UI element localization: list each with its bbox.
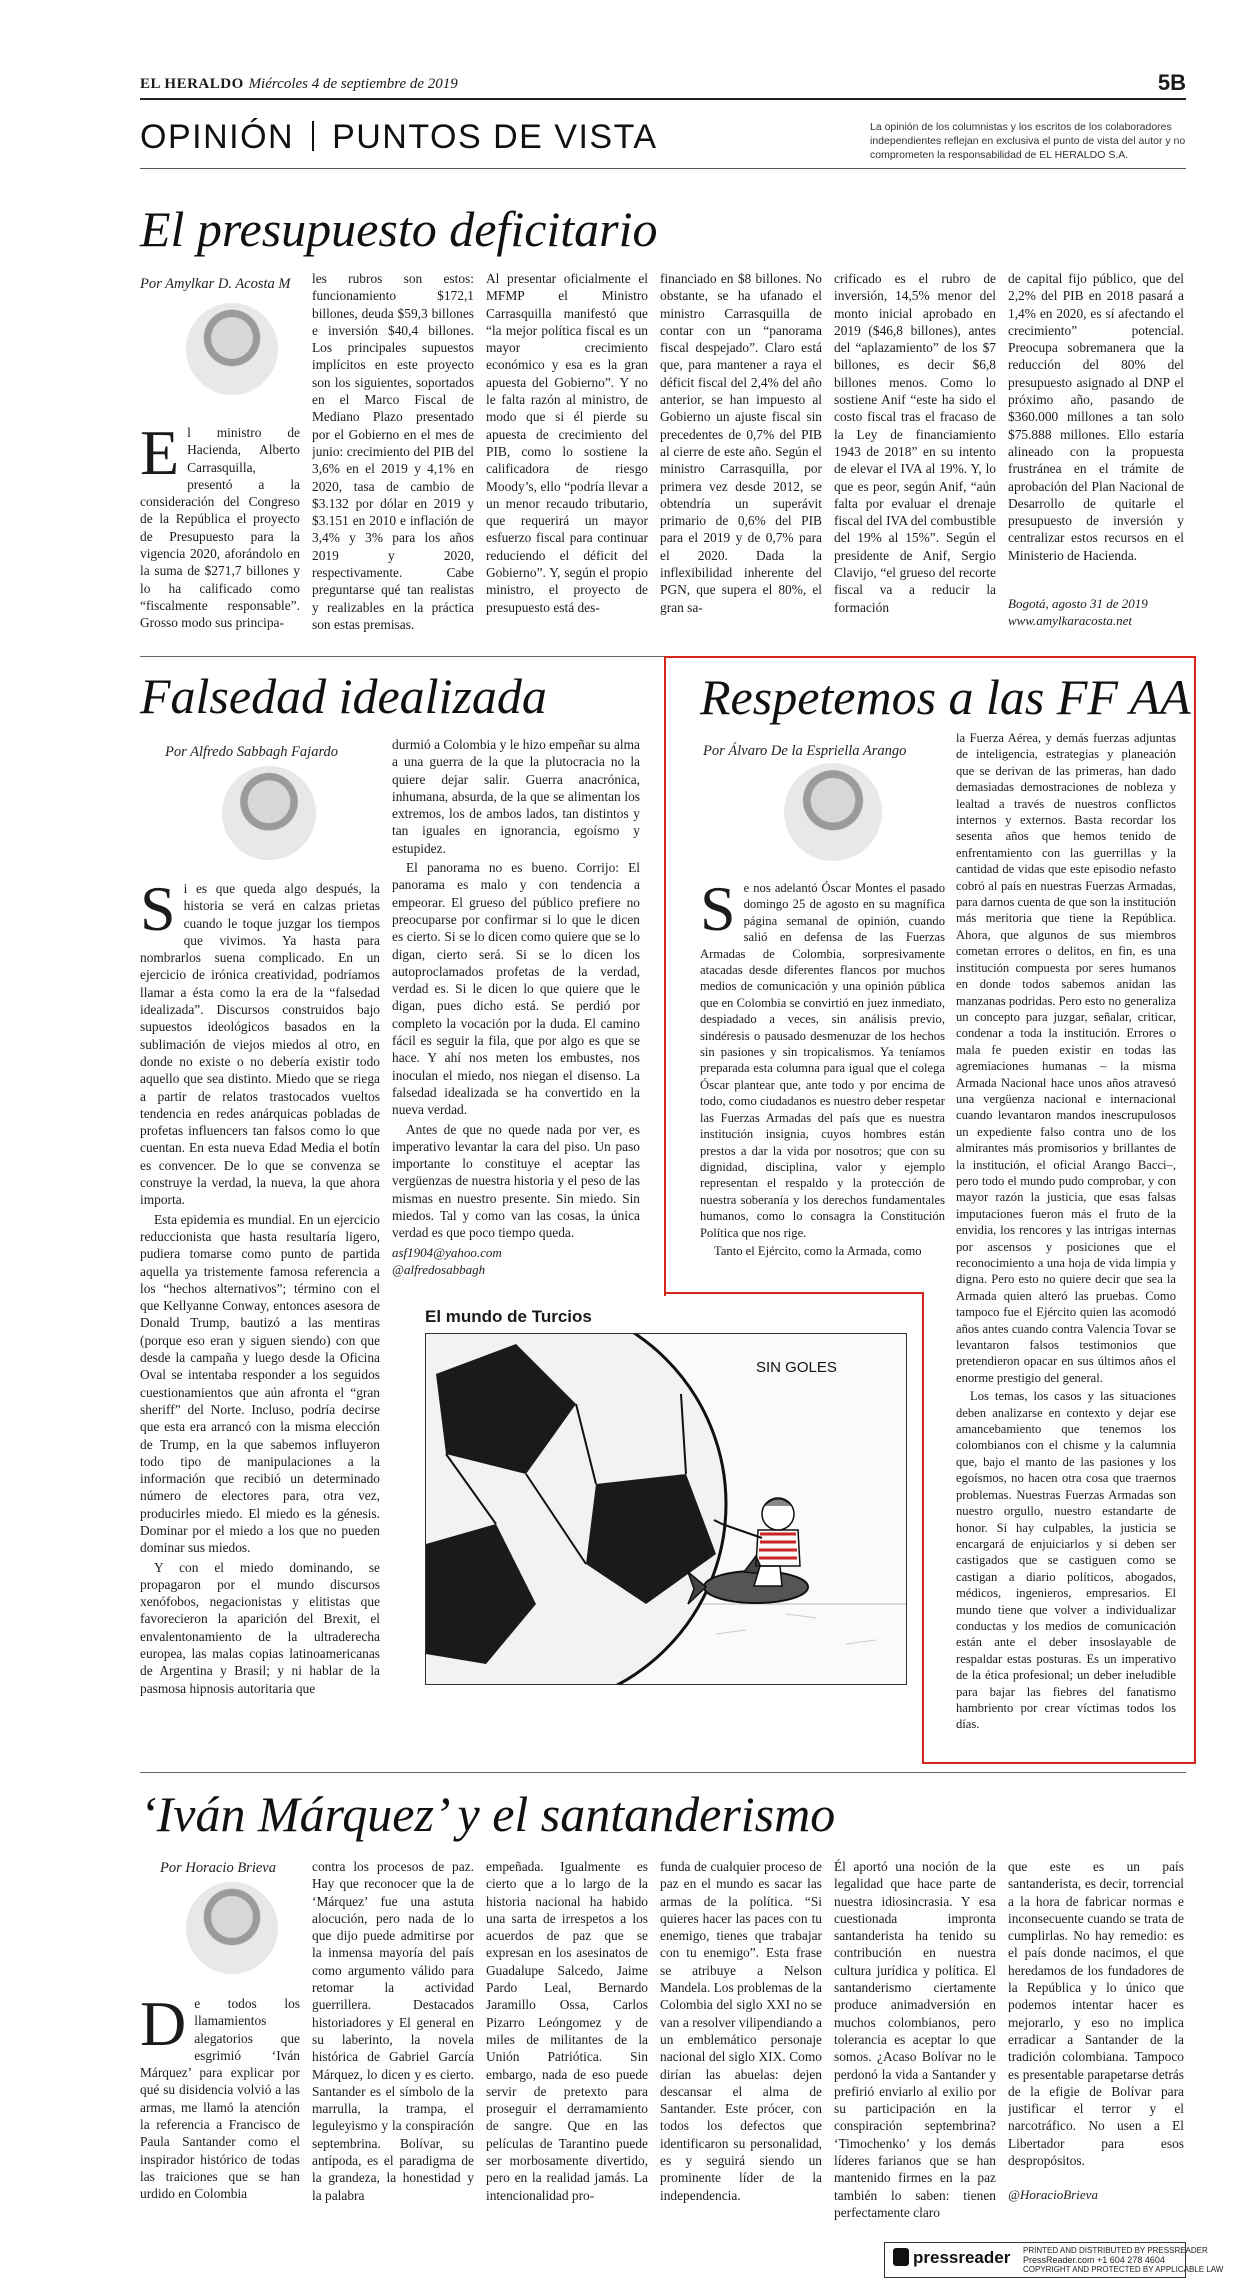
article-divider <box>140 1772 1186 1773</box>
cartoon-illustration <box>426 1334 906 1684</box>
section-rule <box>140 168 1186 169</box>
drop-cap: S <box>140 880 176 944</box>
section-divider <box>312 121 314 151</box>
drop-cap: S <box>700 880 736 944</box>
author-portrait <box>222 766 316 860</box>
article-3-column-1: Se nos adelantó Óscar Montes el pasado domingo 25 de agosto en su magnífica página semanal de opinión, cuando salió en defensa de las Fuerzas Armadas de Colombia, sorpresivamente atacadas desde diferentes flancos por muchos medios de comunicación y una opinión pública que en Colombia se convirtió en juez inmediato, despiadado a veces, sin análisis previo, sindéresis o pausado desmenuzar de los hechos sin pasiones y sin tropicalismos. Ya teníamos preparada esta columna para igual que el colega Óscar plantear que, ante todo y por encima de todo, como ciudadanos es nuestro deber respetar las Fuerzas Armadas del país que es nuestra institución insignia, cuyos hombres están prestos a dar la vida por nosotros; que con su dignidad, disciplina, valor y ejemplo representan el respaldo y la protección de nuestra soberanía y los derechos fundamentales humanos, como lo consagra la Constitución Política que nos rige. Tanto el Ejército, como la Armada, como <box>700 880 945 1258</box>
section-subname: PUNTOS DE VISTA <box>332 118 658 156</box>
article-4-column-1: De todos los llamamientos alegatorios que esgrimió ‘Iván Márquez’ para explicar por qué su disidencia volvió a las armas, me llamó la atención la referencia a Francisco de Paula Santander como el inspirador histórico de todas las traiciones que se han urdido en Colombia <box>140 1995 300 2202</box>
article-4-column-4: funda de cualquier proceso de paz en el mundo es sacar las armas de la política. “Si quieres hacer las paces con tu enemigo, tienes que trabajar con tu enemigo”. Esta frase se atribuye a Nelson Mandela. Los problemas de la Colombia del siglo XXI no se van a resolver vilipendiando a un emblemático personaje nacional del siglo XIX. Como dirían las abuelas: dejen descansar el alma de Santander. Este prócer, con todos los defectos que identificaron su personalidad, es y seguirá siendo un prominente líder de la independencia. <box>660 1859 822 2203</box>
section-header <box>140 118 658 157</box>
article-1-column-3: Al presentar oficialmente el MFMP el Ministro Carrasquilla manifestó que “la mejor política fiscal es un mayor crecimiento económico y esa es la gran apuesta del Gobierno”. Y no le falta razón al ministro, de modo que si él pierde su apuesta de crecimiento del PIB, como lo sostiene la calificadora de riesgo Moody’s, ello “podría llevar a un menor recaudo tributario, que requerirá un mayor esfuerzo fiscal para continuar reduciendo el déficit del Gobierno”. Y, según el propio ministro, el proyecto de presupuesto está des- <box>486 271 648 615</box>
article-3-frame-step <box>664 1292 924 1294</box>
newspaper-name: EL HERALDO <box>140 76 244 92</box>
article-4-column-6: que este es un país santanderista, es decir, torrencial a la hora de fabricar normas e inconsecuente cuando se trata de cumplirlas. No hay remedio: es el país donde nacimos, el que heredamos de los fundadores de la República y lo único que podemos intentar hacer es mejorarlo, y eso no implica erradicar a Santander de la tradición colombiana. Tampoco es presentable parapetarse detrás de la efigie de Bolívar para justificar el terror y el narcotráfico. No usen a El Libertador para esos despropósitos. @HoracioBrieva <box>1008 1859 1184 2202</box>
article-2-column-1: Si es que queda algo después, la historia se verá en calzas prietas cuando le toque juzgar los tiempos que vivimos. Ya hasta para nombrarlos suena complicado. En un ejercicio de irónica creatividad, podríamos llamar a ésta como la era de la “falsedad idealizada”. Discursos construidos bajo supuestos ideológicos basados en la sublimación de viejos miedos al otro, en donde no existe o no debería existir todo aquello que sea distinto. Miedo que se riega a partir de relatos trastocados vueltos tendencia en redes anárquicas pobladas de profetas influencers tan falsos como lo que cuentan. En esta nueva Edad Media el botín es convencer. De lo que se convenza se construye la verdad, la nueva, la que ahora importa. Esta epidemia es mundial. En un ejercicio reduccionista que hasta resultaría ligero, pudiera tomarse como punto de partida aquella ya tristemente famosa referencia a los “hechos alternativos”; término con el que Kellyanne Conway, entonces asesora de Donald Trump, bautizó a las mentiras (porque eso eran y siguen siendo) con que desde la campaña y luego desde la Oficina Oval se intentaba responder a los seguidos cuestionamientos que aún afronta el “gran sheriff” del Norte. Incluso, podría decirse que esta era arrancó con la misma elección de Trump, en la que sabemos influyeron todo tipo de manipulaciones a la información que recibió un determinado número de electores para, otra vez, producirles miedo. El miedo es la génesis. Dominar por el miedo a los que no pueden dominar sus miedos. Y con el miedo dominando, se propagaron por el mundo discursos xenófobos, negacionistas y elitistas que favorecieron la aparición del Brexit, el envalentonamiento de la ultraderecha europea, las malas copias latinoamericanas de Argentina y Brasil; y ni hablar de la pasmosa hipnosis autoritaria que <box>140 880 380 1696</box>
pressreader-logo: pressreader <box>893 2248 1010 2268</box>
drop-cap: D <box>140 1995 187 2059</box>
article-1-column-2: les rubros son estos: funcionamiento $172,1 billones, deuda $59,3 billones e inversión $40,4 billones. Los principales supuestos implícitos en este proyecto son los siguientes, soportados en el Marco Fiscal de Mediano Plazo presentado por el Gobierno en el mes de junio: crecimiento del PIB del 3,6% en el 2019 y 4,1% en 2020, tasa de cambio de $3.132 por dólar en 2019 y $3.151 en 2010 e inflación de 3,4% y 3% para los años 2019 y 2020, respectivamente. Cabe preguntarse qué tan realistas y realizables en la práctica son estas premisas. <box>312 271 474 632</box>
page-number: 5B <box>1157 70 1186 95</box>
author-handle: @alfredosabbagh <box>392 1261 486 1277</box>
article-1-place-date: Bogotá, agosto 31 de 2019 <box>1008 596 1148 611</box>
pressreader-credits: PRINTED AND DISTRIBUTED BY PRESSREADER PressReader.com +1 604 278 4604 COPYRIGHT AND PROTECTED BY APPLICABLE LAW <box>1023 2246 1224 2274</box>
editorial-disclaimer: La opinión de los columnistas y los escritos de los colaboradores independientes reflejan en exclusiva el punto de vista del autor y no comprometen la responsabilidad de EL HERALDO S.A. <box>870 121 1186 161</box>
article-1-byline: Por Amylkar D. Acosta M <box>140 276 291 292</box>
article-2-column-2: durmió a Colombia y le hizo empeñar su alma a una guerra de la que la plutocracia no la quiere dejar salir. Guerra anacrónica, inhumana, absurda, de la que se alimentan los extremos, los de ambos lados, tan distintos y tan iguales en ignorancia, egoísmo y estupidez. El panorama no es bueno. Corrijo: El panorama es malo y con tendencia a empeorar. El grueso del público prefiere no preocuparse por confirmar si lo que le dicen es cierto. Si se lo dicen como quiere que se lo digan, cierto será. Si se lo dicen los autoproclamados profetas de la verdad, verdad es. Si le dicen lo que quiere que le digan, pues dicho está. Se perdió por completo la vocación por la duda. El camino fácil es seguir la fila, que por algo es que se hace. Y ahí nos meten los embustes, nos inoculan el miedo, nos niegan el disenso. La falsedad idealizada se ha convertido en la nueva verdad. Antes de que no quede nada por ver, es imperativo levantar la cara del piso. Un paso importante lo constituye el aceptar las vergüenzas de nuestra historia y el peso de las mismas en nuestro presente. Sin miedo. Sin miedos. Tal y como van las cosas, la única verdad es que poco tiempo queda. asf1904@yahoo.com @alfredosabbagh <box>392 737 640 1277</box>
top-rule <box>140 98 1186 100</box>
section-name: OPINIÓN <box>140 118 295 156</box>
editorial-cartoon <box>425 1333 907 1685</box>
article-4-column-2: contra los procesos de paz. Hay que reconocer que la de ‘Márquez’ fue una astuta alocución, pero nada de lo que dijo puede admitirse por la inmensa mayoría del país como argumento válido para retomar la actividad guerrillera. Destacados historiadores y El general en su laberinto, la novela histórica de Gabriel García Márquez, lo dicen y es cierto. Santander es el símbolo de la marrulla, la trampa, el leguleyismo y la conspiración septembrina. Bolívar, su antípoda, es el paradigma de la grandeza, la honestidad y la palabra <box>312 1859 474 2203</box>
masthead <box>140 74 458 93</box>
article-4-byline: Por Horacio Brieva <box>160 1860 276 1876</box>
article-3-byline: Por Álvaro De la Espriella Arango <box>703 743 907 759</box>
article-1-column-6: de capital fijo público, que del 2,2% del PIB en 2018 pasará a 1,4% en 2020, es sí afectando el crecimiento” potencial. Preocupa sobremanera que la reducción del 80% del presupuesto asignado al DNP el próximo año, pasando de $360.000 millones a tan solo $75.888 millones. Ello estaría alineado con la propuesta frustránea en el trámite de aprobación del Plan Nacional de Desarrollo de quitarle el presupuesto de inversión y centralizar estos recursos en el Ministerio de Hacienda. Bogotá, agosto 31 de 2019 www.amylkaracosta.net <box>1008 271 1184 629</box>
article-3-column-2: la Fuerza Aérea, y demás fuerzas adjuntas de inteligencia, estrategias y planeación que se derivan de las primeras, han dado demasiadas demostraciones de nobleza y lealtad a través de nuestros conflictos internos y externos. Basta recordar los sesenta años que hemos tenido de enfrentamiento con las guerrillas y la cantidad de vidas que este episodio nefasto cobró al país en nuestras Fuerzas Armadas, para darnos cuenta de que son la institución más meritoria que tiene la República. Ahora, que algunos de sus miembros cometan errores o delitos, en fin, es una institución compuesta por seres humanos en donde todos sabemos anidan las manzanas podridas. Pero esto no generaliza un concepto para juzgar, señalar, criticar, condenar a toda la institución. Errores o mala fe pueden existir en todas las agremiaciones humanas – la misma Armada Nacional hace unos años atravesó una vergüenza nacional e internacional cuando levantaron mandos inescrupulosos un expediente falso contra uno de los almirantes más promisorios y brillantes de la institución, el oficial Arango Bacci–, pero todo el mundo pudo comprobar, y con mayor razón la justicia, que esas falsas imputaciones fueron más el fruto de la envidia, los rencores y las intrigas internas por ascensos y posiciones que el reconocimiento a una hoja de vida limpia y digna. Pero esto no quiere decir que sea la Armada quien alteró las pruebas. Como tampoco fue el Ejército quien las acomodó años antes cuando contra Valencia Tovar se levantaron falsos testimonios que pretendieron opacar en sus últimos años el enorme prestigio del general. Los temas, los casos y las situaciones deben analizarse en contexto y dejar ese amancebamiento que tenemos los colombianos con el chisme y la calumnia que, bajo el manto de las pasiones y los egoísmos, no hacen otra cosa que traernos problemas. Nuestras Fuerzas Armadas son nuestro orgullo, nuestro estandarte de honor. Si hay culpables, la justicia se encargará de enjuiciarlos y si deben ser castigados que se castiguen como se castigan a diario políticos, abogados, médicos, ingenieros, empresarios. El mundo tiene que volver a individualizar conductas y los medios de comunicación están ante el deber insoslayable de respaldar estas posturas. Es un imperativo de la ética profesional; un deber ineludible para bajar las fiebres del fanatismo hambriento por crear víctimas todos los días. <box>956 731 1176 1732</box>
author-handle: @HoracioBrieva <box>1008 2187 1098 2202</box>
article-2-headline: Falsedad idealizada <box>140 668 547 724</box>
article-4-column-3: empeñada. Igualmente es cierto que a lo largo de la historia nacional ha habido una sarta de irrespetos a los acuerdos de paz que se expresan en los asesinatos de Guadalupe Salcedo, Jaime Pardo Leal, Bernardo Jaramillo Ossa, Carlos Pizarro Leóngomez y de miles de militantes de la Unión Patriótica. Sin embargo, nada de eso puede servir de pretexto para proseguir el derramamiento de sangre. Que en las películas de Tarantino puede ser morbosamente divertido, pero en la realidad jamás. La intencionalidad pro- <box>486 1859 648 2203</box>
article-2-byline: Por Alfredo Sabbagh Fajardo <box>165 744 339 760</box>
issue-date: Miércoles 4 de septiembre de 2019 <box>248 76 458 92</box>
article-3-headline: Respetemos a las FF AA <box>700 669 1191 725</box>
author-portrait <box>784 763 882 861</box>
drop-cap: E <box>140 424 180 488</box>
article-1-website: www.amylkaracosta.net <box>1008 613 1132 629</box>
author-portrait <box>186 303 278 395</box>
author-portrait <box>186 1882 278 1974</box>
article-1-headline: El presupuesto deficitario <box>140 201 658 257</box>
article-1-column-5: crificado es el rubro de inversión, 14,5% menor del monto inicial aprobado en 2019 ($46,8 billones), antes del “aplazamiento” de los $7 billones, es decir $6,8 billones menos. Como lo sostiene Anif “este ha sido el costo fiscal tras el fracaso de la Ley de financiamiento 1943 de 2018” en su intento de elevar el IVA al 19%. Y, lo que es peor, según Anif, “aún falta por evaluar el drenaje fiscal del IVA del combustible del 19% al 15%”. Según el presidente de Anif, Sergio Clavijo, “el grueso del recorte fiscal va a reducir la formación <box>834 271 996 615</box>
article-1-column-4: financiado en $8 billones. No obstante, se ha ufanado el ministro Carrasquilla de contar con un “panorama fiscal despejado”. Claro está que, para mantener a raya el déficit fiscal del 2,4% del año anterior, se han impuesto al Gobierno un ajuste fiscal sin precedentes de 0,7% del PIB al cierre de este año. Según el ministro Carrasquilla, por primera vez desde 2012, se obtendría un superávit primario de 0,6% del PIB para el 2019 y de 0,7% para el 2020. Dada la inflexibilidad inherente del PGN, que supera el 80%, el gran sa- <box>660 271 822 615</box>
article-1-column-1: El ministro de Hacienda, Alberto Carrasquilla, presentó a la consideración del Congreso de la República el proyecto de Presupuesto para la vigencia 2020, aforándolo en la suma de $271,7 billones y lo ha calificado como “fiscalmente responsable”. Grosso modo sus principa- <box>140 424 300 631</box>
article-4-headline: ‘Iván Márquez’ y el santanderismo <box>140 1786 836 1842</box>
author-email: asf1904@yahoo.com <box>392 1244 502 1260</box>
cartoon-title: El mundo de Turcios <box>425 1307 592 1326</box>
article-4-column-5: Él aportó una noción de la legalidad que hace parte de nuestra idiosincrasia. Y esa cuestionada impronta santanderista ha tenido su contribución en nuestra cultura jurídica y política. El santanderismo ciertamente produce animadversión en muchos colombianos, pero tolerancia es aceptar lo que somos. ¿Acaso Bolívar no le perdonó la vida a Santander y prefirió enviarlo al exilio por su participación en la conspiración septembrina? ‘Timochenko’ y los demás líderes farianos que se han mantenido firmes en la paz también lo saben: tienen perfectamente claro <box>834 1859 996 2220</box>
cartoon-caption: SIN GOLES <box>756 1359 837 1376</box>
pressreader-logo-icon <box>893 2248 909 2266</box>
pressreader-badge <box>884 2242 1224 2278</box>
